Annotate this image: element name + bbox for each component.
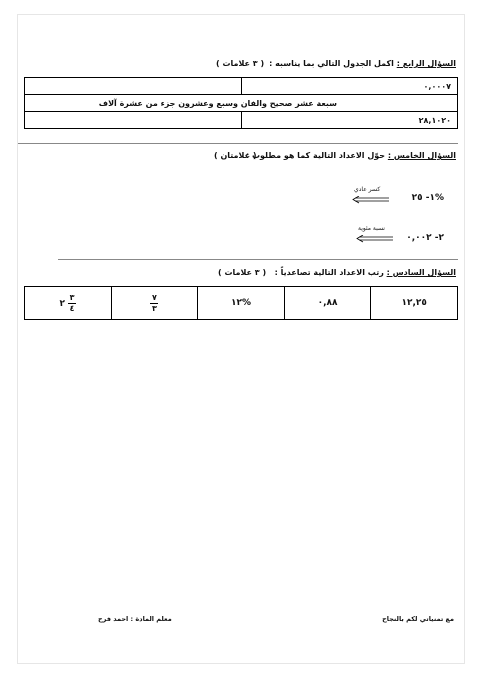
q5-item-1-arrow-label: كسر عادي [354,186,381,193]
q6-mixed-fraction [68,293,76,314]
footer-wish: مع تمنياتي لكم بالنجاح [382,615,454,623]
q6-mixed-bottom: ٤ [69,303,75,313]
exam-page [17,14,465,664]
table-row [25,78,458,95]
separator-1 [18,143,458,144]
table-row [25,95,458,112]
q5-instruction: حوّل الاعداد التالية كما هو مطلوب : [246,151,386,160]
table-row [25,287,458,320]
q4-title: السؤال الرابع : [396,59,456,68]
q6-title: السؤال السادس : [386,268,456,277]
q5-item-2-number: ٢- [434,233,444,243]
q6-cell-percent: ١٢% [198,287,285,320]
q6-header [275,268,456,277]
q5-item-1-number: ١- [425,193,435,203]
q4-table [24,77,458,129]
q6-marks: ( ٣ علامات ) [218,268,267,277]
q6-cell-decimal-1: ٠,٨٨ [284,287,371,320]
q5-item-2 [406,233,444,243]
q6-cell-decimal-2: ١٢,٢٥ [371,287,458,320]
double-arrow-icon [355,235,395,243]
q5-title: السؤال الخامس : [387,151,456,160]
q6-fraction [150,293,158,314]
q6-fraction-bottom: ٣ [151,303,157,313]
separator-2 [58,259,458,260]
double-arrow-icon [351,196,391,204]
q4-given-cell-3: ٢٨,١٠٢٠ [241,112,458,129]
footer-teacher: معلم المادة : احمد فرح [98,615,172,623]
q6-table [24,286,458,320]
q6-instruction: رتب الاعداد التالية تصاعدياً : [274,268,384,277]
q6-mixed-whole: ٢ [59,298,65,309]
q5-header [246,151,456,160]
q4-given-cell-2: سبعة عشر صحيح والفان وسبع وعشرون جزء من عشرة آلاف [25,95,458,112]
q6-cell-fraction [111,287,198,320]
q4-instruction: اكمل الجدول التالي بما يناسبه : [269,59,394,68]
q5-marks: ( علامتان ) [214,151,257,160]
q4-answer-cell-3[interactable] [25,112,242,129]
q6-cell-mixed-fraction [25,287,112,320]
q5-item-1-value: ٢٥% [411,193,444,203]
q6-mixed-top: ٣ [69,292,75,302]
q6-fraction-top: ٧ [151,292,157,302]
q4-answer-cell-1[interactable] [25,78,242,95]
q5-item-1 [412,193,444,203]
q5-item-2-arrow-label: نسبة مئوية [358,225,385,232]
q4-given-cell-1: ٠,٠٠٠٧ [241,78,458,95]
table-row [25,112,458,129]
q4-marks: ( ٣ علامات ) [216,59,265,68]
q4-header [269,59,456,68]
q5-item-2-value: ٠,٠٠٢ [406,233,432,243]
